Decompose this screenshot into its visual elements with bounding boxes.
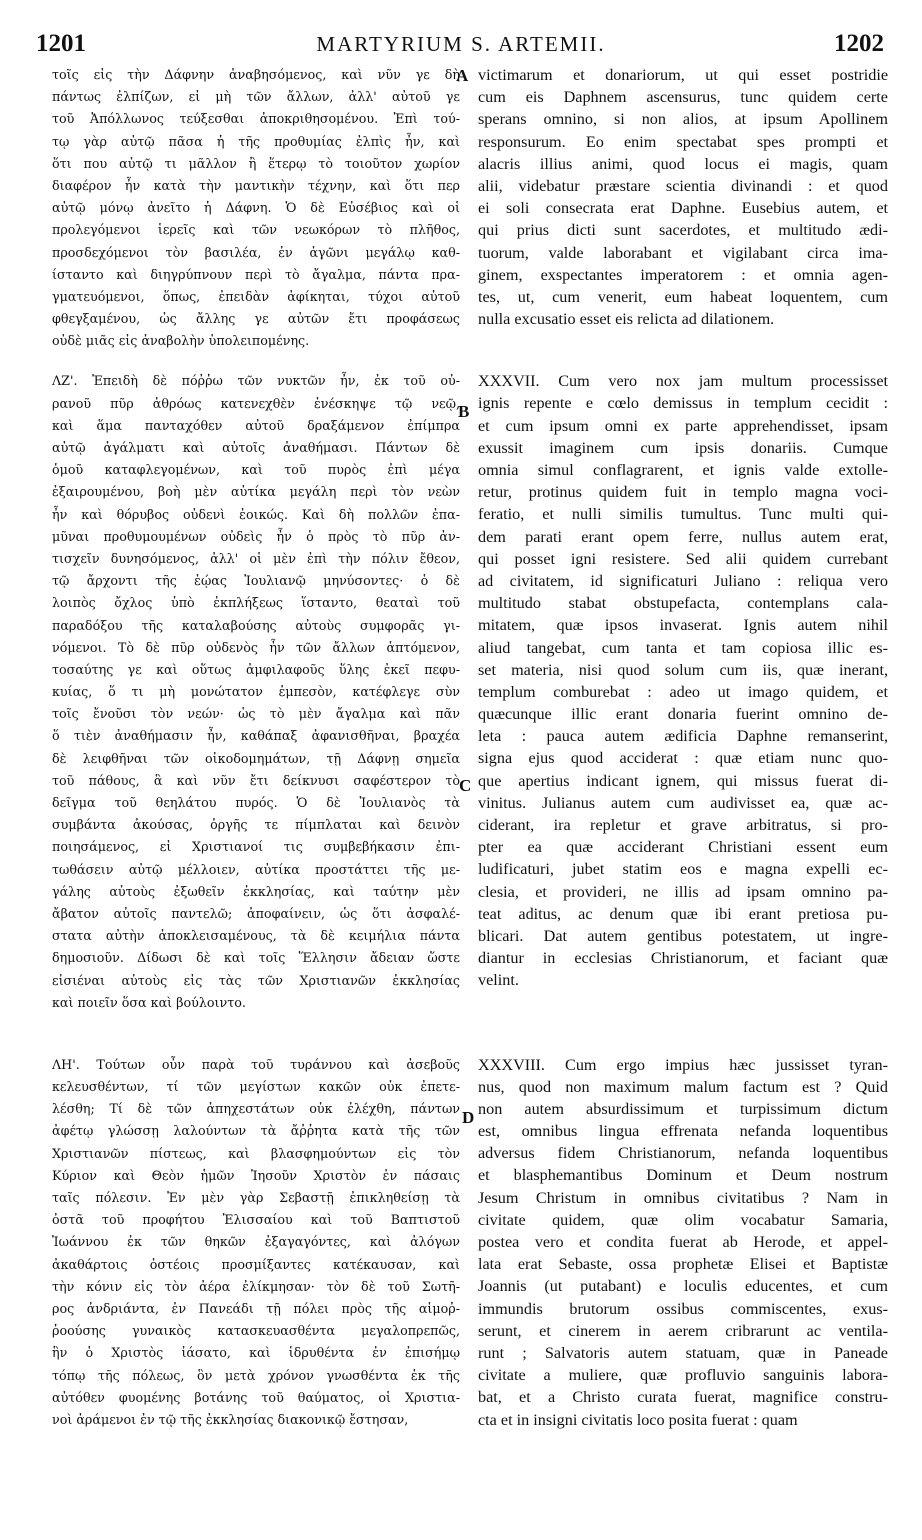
text-line: immundis brutorum ossibus commiscentes, exus- bbox=[478, 1299, 888, 1318]
text-line: ὁμοῦ καταφλεγομένων, καὶ τοῦ πυρὸς ἐπὶ μέγα bbox=[52, 462, 460, 478]
text-line: est, omnibus lingua effrenata nefanda loquentibus bbox=[478, 1122, 888, 1141]
text-line: νοὶ ἀράμενοι ἐν τῷ τῆς ἐκκλησίας διακονικῷ ἔστησαν, bbox=[52, 1411, 409, 1427]
text-line: τοῦ πάθους, ἃ καὶ νῦν ἔτι δείκνυσι σαφέστερον τὸ bbox=[52, 772, 460, 788]
text-line: qui prius dicti sunt sacerdotes, et multitudo ædi- bbox=[478, 221, 888, 240]
margin-letter-b: B bbox=[458, 402, 470, 421]
text-line: alacris illius animi, quod locus ei magis, quam bbox=[478, 154, 888, 173]
text-line: ὀστᾶ τοῦ προφήτου Ἐλισσαίου καὶ τοῦ Βαπτιστοῦ bbox=[52, 1212, 460, 1228]
text-line: γάλης αὐτοὺς ἐξωθεῖν ἐκκλησίας, καὶ ταύτην μὲν bbox=[52, 883, 460, 899]
text-line: nulla excusatio esset eis relicta ad dilationem. bbox=[478, 310, 775, 329]
text-line: ἐξαιρουμένου, βοὴ μὲν αὐτίκα μεγάλη περὶ τὸν νεὼν bbox=[52, 484, 460, 500]
text-line: postea vero et condita fuerat ab Herode, et appel- bbox=[478, 1233, 888, 1251]
text-line: quæcunque illic erant donaria fuerint omnino de- bbox=[478, 705, 888, 724]
text-line: τοῖς εἰς τὴν Δάφνην ἀναβησόμενος, καὶ νῦν γε δὴ bbox=[52, 67, 460, 82]
text-line: λοιπὸς ὄχλος ὑπὸ ἐκπλήξεως ἵσταντο, θεαταὶ τοῦ bbox=[52, 595, 460, 611]
text-line: ΛΖ'. Ἐπειδὴ δὲ πόῤῥω τῶν νυκτῶν ἦν, ἐκ τοῦ οὐ- bbox=[52, 373, 460, 389]
text-line: ἀκαθάρτοις ὀστέοις προσμίξαντες κατέκαυσαν, καὶ bbox=[52, 1256, 460, 1272]
text-line: μῦναι προθυμουμένων οὐδεὶς ἦν ὁ πρὸς τὸ πῦρ ἀν- bbox=[52, 528, 460, 544]
text-line: tes, ut, cum venerit, eum habeat loquentem, cum bbox=[478, 287, 888, 306]
text-line: et cum ipsum omni ex parte apprehendisset, ipsam bbox=[478, 416, 888, 435]
text-line: civitate quidem, quæ olim vocabatur Samaria, bbox=[478, 1210, 888, 1229]
greek-column bbox=[52, 64, 460, 1534]
text-line: ἣν ὁ Χριστὸς ἰάσατο, καὶ ἱδρυθέντα ἐν ἐπισήμῳ bbox=[52, 1345, 460, 1361]
text-line: πάντως ἐλπίζων, εἰ μὴ τῶν ἄλλων, ἀλλ' αὐτοῦ γε bbox=[52, 89, 460, 105]
text-line: cta et in insigni civitatis loco posita fuerat : quam bbox=[478, 1410, 798, 1429]
margin-letter-c: C bbox=[459, 776, 472, 795]
text-line: feratio, et nulli similis tumultus. Tunc multi qui- bbox=[478, 505, 888, 524]
text-line: multitudo stabat obstupefacta, contemplans cala- bbox=[478, 594, 888, 613]
text-line: τὴν κόνιν εἰς τὸν ἀέρα ἐλίκμησαν· τὸν δὲ τοῦ Σωτῆ- bbox=[52, 1278, 460, 1294]
text-line: κελευσθέντων, τί τῶν μεγίστων κακῶν οὐκ ἐπετε- bbox=[52, 1079, 460, 1095]
text-line: set materia, nisi quod solum cum iis, quæ inerant, bbox=[478, 660, 888, 679]
text-line: παραδόξου τῆς καταλαβούσης αὐτοὺς συμφορᾶς γι- bbox=[52, 617, 460, 633]
margin-letter-a: A bbox=[456, 66, 469, 85]
text-line: bat, et a Christo curata fuerat, magnifice constru- bbox=[478, 1388, 888, 1407]
text-line: στατα αὐτὴν ἀποκλεισαμένους, τὰ δὲ κειμήλια πάντα bbox=[52, 928, 460, 944]
text-line: responsurum. Eo enim spectabat spes prompti et bbox=[478, 132, 888, 151]
text-line: κυίας, ὅ τι μὴ μονώτατον ἐμπεσὸν, κατέφλεγε σὺν bbox=[52, 684, 460, 700]
text-line: ταῖς πόλεσιν. Ἐν μὲν γὰρ Σεβαστῇ ἐπικληθείσῃ τὰ bbox=[52, 1190, 460, 1205]
text-line: leta : pauca autem ædificia Daphne remanserint, bbox=[478, 727, 888, 746]
text-line: aliud tangebat, cum tanta et tam copiosa illic es- bbox=[478, 638, 888, 657]
latin-column bbox=[478, 64, 888, 1534]
text-line: δεῖγμα τοῦ θεηλάτου πυρός. Ὁ δὲ Ἰουλιανὸς τὰ bbox=[52, 795, 460, 810]
greek-paragraph-2 bbox=[52, 370, 460, 1013]
text-line: φθεγξαμένου, ὡς ἄλλης γε αὐτῶν ἔτι προφάσεως bbox=[52, 311, 460, 327]
margin-letter-d: D bbox=[462, 1108, 475, 1127]
text-line: Χριστιανῶν πίστεως, καὶ βλασφημούντων εἰς τὸν bbox=[52, 1145, 460, 1161]
text-line: sperans omnino, si non alios, at ipsum Apollinem bbox=[478, 110, 888, 129]
text-line: τοσαύτης γε καὶ οὕτως ἀμφιλαφοῦς ὕλης ἐκεῖ πεφυ- bbox=[52, 661, 460, 677]
text-line: τοῖς ἔνοῦσι τὸν νεών· ὡς τὸ μὲν ἄγαλμα καὶ πᾶν bbox=[52, 706, 460, 722]
text-line: XXXVIII. Cum ergo impius hæc jussisset tyran- bbox=[478, 1055, 888, 1074]
text-line: δὲ λειφθῆναι τῶν οἰκοδομημάτων, τῇ Δάφνῃ σημεῖα bbox=[52, 750, 460, 766]
text-line: alii, videbatur præstare scientia divinandi : et quod bbox=[478, 176, 888, 195]
greek-paragraph-3 bbox=[52, 1054, 460, 1431]
text-line: ad civitatem, id significaturi Juliano : reliqua vero bbox=[478, 571, 888, 590]
text-line: lata erat Sebaste, ossa prophetæ Elisei et Baptistæ bbox=[478, 1255, 888, 1274]
text-line: blicari. Dat autem gentibus potestatem, ut ingre- bbox=[478, 926, 888, 945]
text-line: γματευόμενοι, ὅπως, ἐπειδὰν ἀφίκηται, τύχοι αὐτοῦ bbox=[52, 288, 460, 304]
text-line: ignis repente e cœlo demissus in templum cecidit : bbox=[478, 394, 888, 413]
left-page-number: 1201 bbox=[36, 30, 86, 57]
text-line: pter ea quæ acciderant Christiani essent eum bbox=[478, 838, 888, 857]
text-line: tuorum, valde laborabant et vigilabant circa ima- bbox=[478, 243, 888, 262]
text-line: ἄβατον αὐτοῖς παντελῶ; ἀποφαίνειν, ὡς ὅτι ἀσφαλέ- bbox=[52, 905, 460, 921]
text-line: τοῦ Ἀπόλλωνος τεύξεσθαι ἀποκριθησομένου. Ἐπὶ τού- bbox=[52, 111, 460, 127]
text-line: diantur in ecclesias Christianorum, et faciant quæ bbox=[478, 949, 888, 968]
text-line: εἰσιέναι αὐτοὺς εἰς τὰς τῶν Χριστιανῶν ἐκκλησίας bbox=[52, 972, 460, 988]
text-line: et blasphemantibus Dominum et Deum nostrum bbox=[478, 1166, 888, 1185]
text-line: ginem, exspectantes imperatorem : et omnia agen- bbox=[478, 265, 888, 284]
text-line: τῳ γὰρ αὐτῷ πᾶσα ἡ τῆς προθυμίας ἐλπὶς ἦν, καὶ bbox=[52, 133, 460, 149]
text-line: XXXVII. Cum vero nox jam multum processisset bbox=[478, 372, 888, 391]
text-line: vinitus. Julianus autem cum audivisset ea, quæ ac- bbox=[478, 793, 888, 812]
text-line: ΛΗ'. Τούτων οὖν παρὰ τοῦ τυράννου καὶ ἀσεβοῦς bbox=[52, 1056, 460, 1072]
latin-paragraph-1 bbox=[478, 64, 888, 330]
text-line: ciderant, ira repletur et grave arbitratus, si pro- bbox=[478, 816, 888, 834]
text-line: τισχεῖν δυνησόμενος, ἀλλ' οἱ μὲν ἐπὶ τὴν πόλιν ἔθεον, bbox=[52, 550, 460, 566]
text-line: signa ejus quod acciderat : quæ etiam nunc quo- bbox=[478, 749, 888, 768]
text-line: αὐτῷ ἀγάλματι καὶ αὐτοῖς ἀναθήμασι. Πάντων δὲ bbox=[52, 440, 460, 455]
text-line: ίσταντο καὶ διηγρύπνουν περὶ τὸ ἄγαλμα, πάντα πρα- bbox=[52, 266, 460, 282]
text-line: ἦν καὶ θόρυβος οὐδενὶ ἐοικώς. Καὶ δὴ πολλῶν ἐπα- bbox=[52, 506, 460, 522]
text-line: νόμενοι. Τὸ δὲ πῦρ οὐδενὸς ἦν τῶν ἄλλων ἁπτόμενον, bbox=[52, 639, 460, 655]
text-line: clesia, et provideri, ne illis ad ipsam omnino pa- bbox=[478, 882, 888, 901]
text-line: ρος ἀνδριάντα, ἐν Πανεάδι τῇ πόλει πρὸς τῆς αἱμοῤ- bbox=[52, 1300, 460, 1316]
text-line: civitate a muliere, quæ profluvio sanguinis labora- bbox=[478, 1366, 888, 1385]
text-line: ὅτι που αὐτῷ τι μᾶλλον ἢ ἕτερῳ τὸ τοιοῦτον χωρίον bbox=[52, 155, 460, 171]
text-line: καὶ ἅμα πανταχόθεν αὐτοῦ δραξάμενον ἐπίμπρα bbox=[52, 417, 460, 433]
text-line: exussit imaginem cum ipsis donariis. Cumque bbox=[478, 438, 888, 457]
text-line: καὶ ποιεῖν ὅσα καὶ βούλοιντο. bbox=[52, 994, 246, 1010]
text-line: ῥοούσης γυναικὸς κατασκευασθέντα μεγαλοπρεπῶς, bbox=[52, 1323, 460, 1339]
text-line: συμβάντα ἀκούσας, ὀργῆς τε πίμπλαται καὶ δεινὸν bbox=[52, 817, 460, 833]
text-line: Joannis (ut putabant) e loculis educentes, et cum bbox=[478, 1277, 888, 1296]
text-line: Ἰωάννου ἐκ τῶν θηκῶν ἐξαγαγόντες, καὶ ἀλόγων bbox=[52, 1234, 460, 1250]
text-line: αὐτόθεν φυομένης βοτάνης τοῦ θαύματος, οἱ Χριστια- bbox=[52, 1389, 460, 1405]
text-line: ἀφέτῳ γλώσσῃ λαλούντων τὰ ἄῤῥητα κατὰ τῆς τῶν bbox=[52, 1123, 460, 1139]
text-line: templum comburebat : adeo ut imago quidem, et bbox=[478, 682, 888, 701]
text-line: προλεγόμενοι ἱερεῖς καὶ τῶν νεωκόρων τὸ πλῆθος, bbox=[52, 222, 460, 238]
latin-paragraph-3 bbox=[478, 1054, 888, 1431]
text-line: qui posset igni resistere. Sed alii quidem currebant bbox=[478, 549, 888, 568]
text-line: ei soli consecrata erat Daphne. Eusebius autem, et bbox=[478, 199, 888, 218]
text-line: serunt, et cinerem in aerem cribrarunt ac ventila- bbox=[478, 1321, 888, 1340]
text-line: τόπῳ τῆς πόλεως, ὃν μετὰ χρόνον γνωσθέντα ἐκ τῆς bbox=[52, 1367, 460, 1383]
text-line: λέσθη; Τί δὲ τῶν ἀπηχεστάτων οὐκ ἐλέχθη, πάντων bbox=[52, 1101, 460, 1117]
page-header bbox=[28, 30, 894, 64]
text-line: teat aditus, ac denum quæ ibi erant pretiosa pu- bbox=[478, 904, 888, 923]
right-page-number: 1202 bbox=[834, 30, 884, 57]
text-line: τῷ ἄρχοντι τῆς ἑῴας Ἰουλιανῷ μηνύσοντες· ὁ δὲ bbox=[52, 573, 460, 589]
text-line: τωθάσειν αὐτῷ μέλλοιεν, αὐτίκα προστάττει τῆς με- bbox=[52, 861, 460, 877]
text-line: mitatem, quæ ipsos invaserat. Ignis autem nihil bbox=[478, 616, 888, 635]
latin-paragraph-2 bbox=[478, 370, 888, 991]
text-line: αὐτῷ μόνῳ ἀνεῖτο ἡ Δάφνη. Ὁ δὲ Εὐσέβιος καὶ οἱ bbox=[52, 200, 460, 216]
text-line: ὅ τιὲν ἀναθήμασιν ἦν, καθάπαξ ἀφανισθῆναι, βραχέα bbox=[52, 728, 460, 744]
text-line: Jesum Christum in omnibus civitatibus ? Nam in bbox=[478, 1188, 888, 1207]
text-line: Κύριον καὶ Θεὸν ἡμῶν Ἰησοῦν Χριστὸν ἐν πάσαις bbox=[52, 1167, 460, 1183]
text-line: nus, quod non maximum malum factum est ? Quid bbox=[478, 1077, 888, 1096]
text-line: ludificaturi, jubet statim eos e magna expelli ec- bbox=[478, 860, 888, 879]
text-line: velint. bbox=[478, 971, 519, 990]
text-line: omnia simul conflagrarent, et ignis valde extolle- bbox=[478, 461, 888, 479]
text-line: διαφέρον ἦν κατὰ τὴν μαντικὴν τέχνην, καὶ ὅτι περ bbox=[52, 177, 460, 193]
running-title: MARTYRIUM S. ARTEMII. bbox=[316, 32, 606, 56]
text-line: victimarum et donariorum, ut qui esset postridie bbox=[478, 66, 888, 84]
text-line: ποιησάμενος, εἰ Χριστιανοί τις συμβεβήκασιν ἐπι- bbox=[52, 839, 460, 855]
greek-paragraph-1 bbox=[52, 64, 460, 352]
text-line: ρανοῦ πῦρ ἀθρόως κατενεχθὲν ἐνέσκηψε τῷ νεῷ, bbox=[52, 395, 460, 411]
text-line: adversus fidem Christianorum, nefanda loquentibus bbox=[478, 1144, 888, 1163]
text-line: retur, protinus quidem fuit in templo magna voci- bbox=[478, 483, 888, 502]
text-line: runt ; Salvatoris autem statuam, quæ in Paneade bbox=[478, 1343, 888, 1362]
text-line: δημοσιοῦν. Δίδωσι δὲ καὶ τοῖς Ἕλλησιν ἄδειαν ὥστε bbox=[52, 950, 460, 966]
text-line: προσδεχόμενοι τὸν βασιλέα, ἐν ἀγῶνι μεγάλῳ καθ- bbox=[52, 244, 460, 260]
text-line: que apertius indicant ignem, qui missus fuerat di- bbox=[478, 771, 888, 790]
text-line: cum eis Daphnem ascensurus, tunc quidem certe bbox=[478, 88, 888, 107]
text-line: οὐδὲ μιᾶς εἰς ἀναβολὴν ὑπολειπομένης. bbox=[52, 333, 310, 349]
text-line: non autem absurdissimum et turpissimum dictum bbox=[478, 1099, 888, 1118]
text-line: dem parati erant opem ferre, nullus autem erat, bbox=[478, 527, 888, 546]
